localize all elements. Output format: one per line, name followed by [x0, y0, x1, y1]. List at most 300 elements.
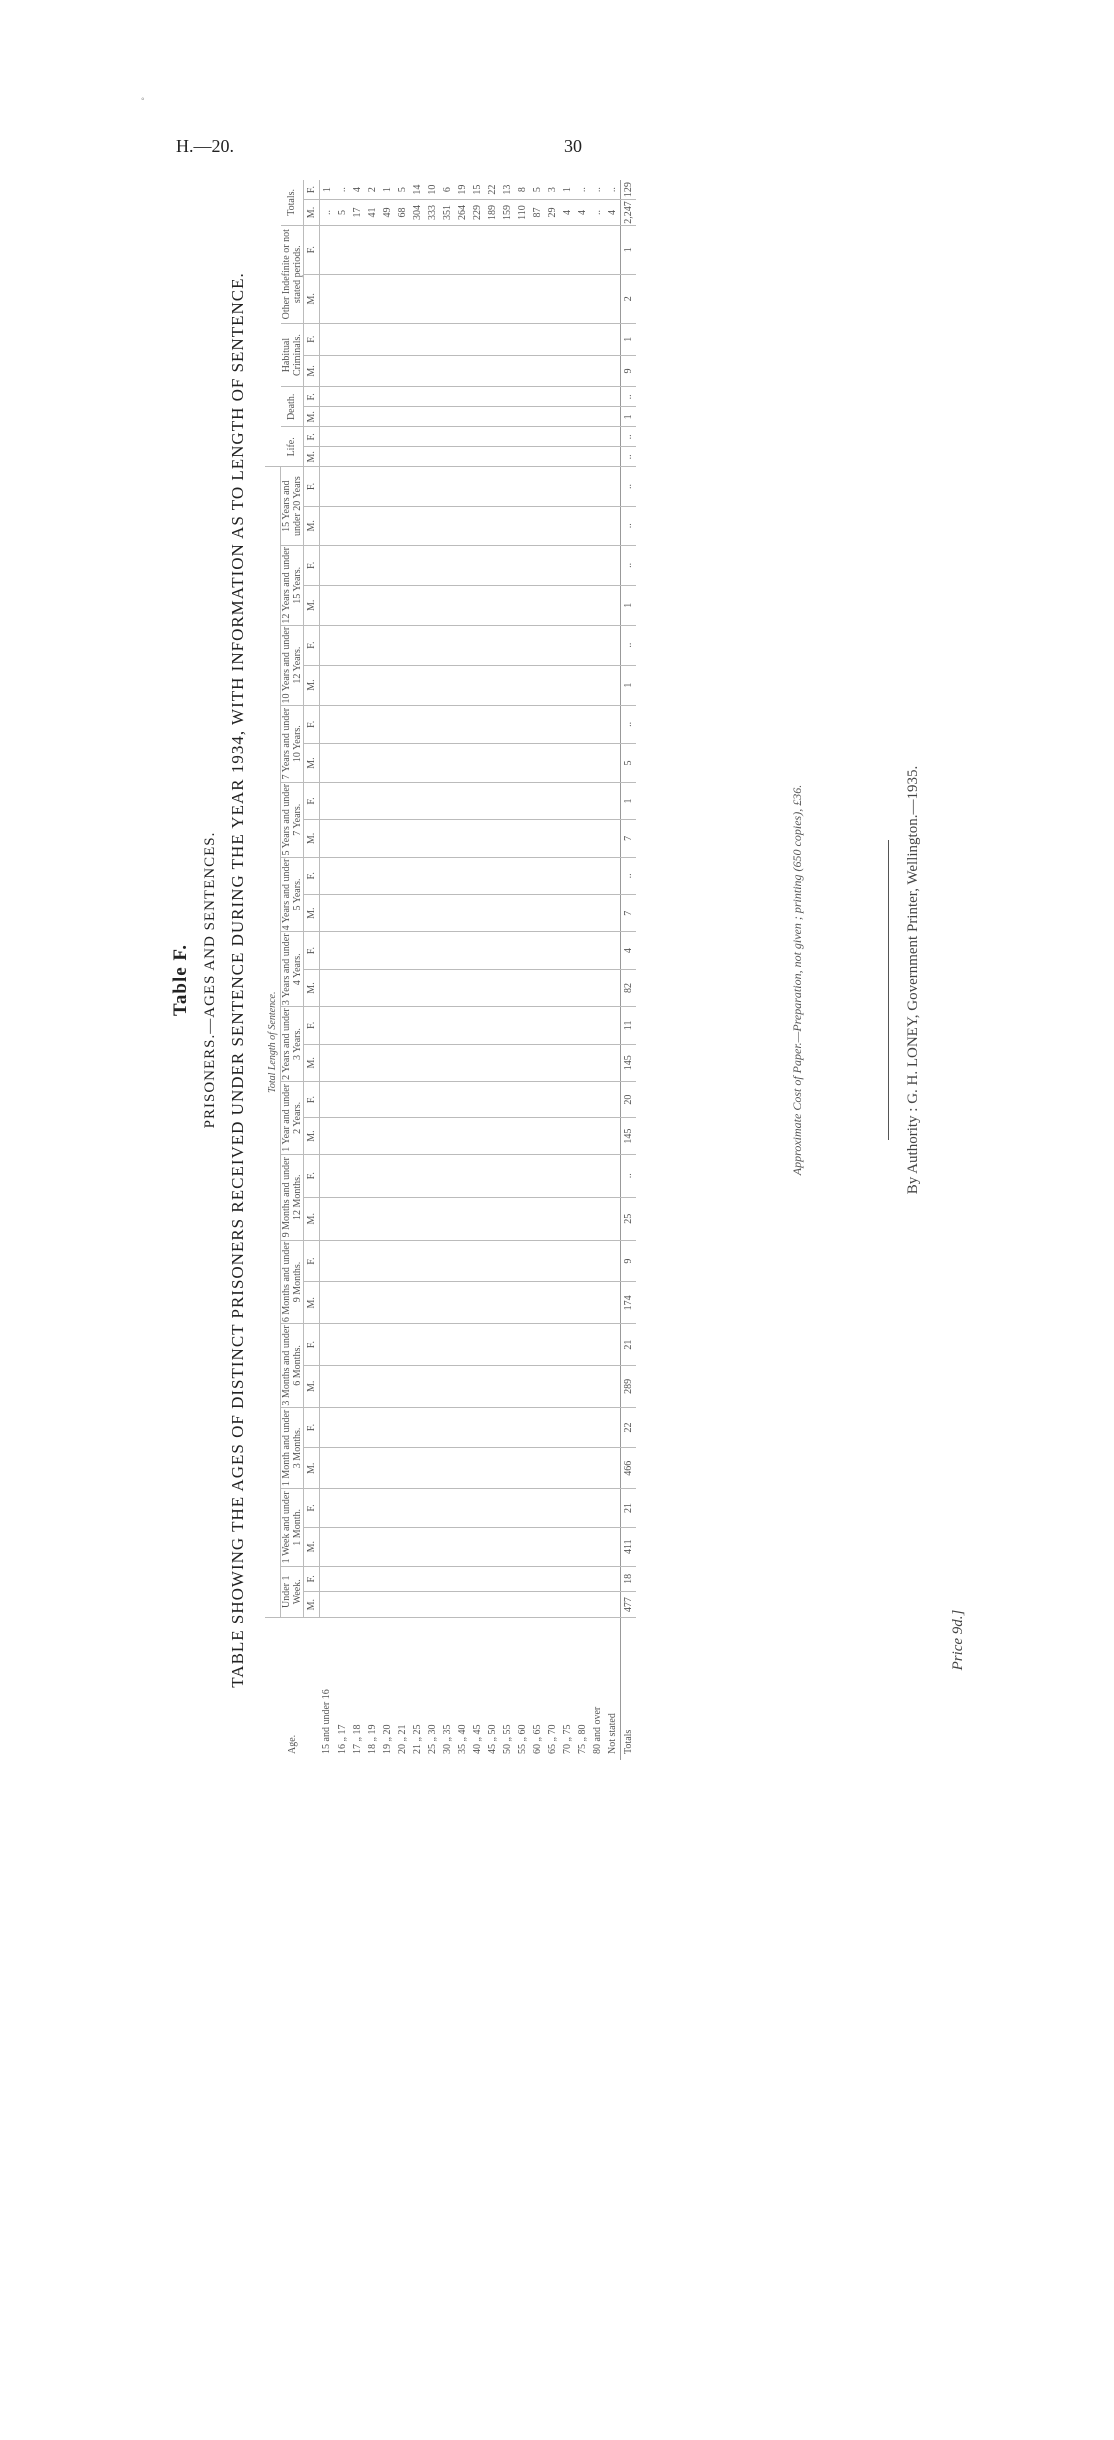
- table-cell: [350, 744, 365, 783]
- table-cell: [455, 1282, 470, 1324]
- table-cell: [350, 1081, 365, 1117]
- female-column-label: F.: [304, 1154, 320, 1197]
- table-cell: [485, 1448, 500, 1489]
- age-label: 21 „ 25: [411, 1724, 423, 1754]
- table-cell: [500, 1197, 515, 1240]
- table-cell: [380, 407, 395, 427]
- table-cell: [380, 744, 395, 783]
- table-cell: [455, 665, 470, 705]
- group-header: Other Indefinite or not stated periods.: [281, 225, 304, 323]
- table-cell: [530, 857, 545, 894]
- table-cell: [455, 705, 470, 744]
- table-cell: [530, 820, 545, 857]
- table-cell: [545, 467, 560, 506]
- total-cell: 22: [621, 1407, 637, 1448]
- table-cell: [530, 1448, 545, 1489]
- table-cell: [590, 1081, 605, 1117]
- table-cell: 264: [455, 200, 470, 226]
- table-cell: [560, 506, 575, 545]
- table-cell: [530, 625, 545, 665]
- table-cell: [440, 1007, 455, 1044]
- table-cell: [380, 625, 395, 665]
- male-column-label: M.: [304, 665, 320, 705]
- table-cell: [380, 1365, 395, 1407]
- table-cell: 110: [515, 200, 530, 226]
- table-cell: [500, 506, 515, 545]
- female-column-label: F.: [304, 225, 320, 274]
- table-cell: [515, 427, 530, 447]
- table-cell: [575, 820, 590, 857]
- table-cell: [425, 1282, 440, 1324]
- table-cell: [605, 1324, 621, 1366]
- table-cell: 333: [425, 200, 440, 226]
- age-label: Not stated: [606, 1713, 618, 1754]
- table-cell: [455, 1365, 470, 1407]
- table-cell: [380, 447, 395, 467]
- table-cell: [320, 467, 336, 506]
- table-cell: [605, 1592, 621, 1618]
- table-cell: [380, 1044, 395, 1081]
- table-cell: [440, 1407, 455, 1448]
- table-cell: [590, 782, 605, 819]
- table-cell: [365, 355, 380, 387]
- table-cell: [365, 932, 380, 969]
- table-cell: [575, 932, 590, 969]
- table-cell: [605, 407, 621, 427]
- table-cell: [425, 932, 440, 969]
- table-cell: [335, 427, 350, 447]
- male-column-label: M.: [304, 969, 320, 1006]
- table-cell: [365, 744, 380, 783]
- page-number: 30: [564, 136, 582, 156]
- table-cell: [395, 1081, 410, 1117]
- group-header: Habitual Criminals.: [281, 323, 304, 387]
- table-cell: 19: [455, 180, 470, 200]
- table-cell: [365, 1240, 380, 1282]
- table-cell: 4: [350, 180, 365, 200]
- table-cell: [530, 545, 545, 585]
- table-cell: [470, 1365, 485, 1407]
- table-cell: [365, 1282, 380, 1324]
- table-cell: 304: [410, 200, 425, 226]
- table-cell: [590, 585, 605, 625]
- table-cell: [470, 744, 485, 783]
- table-cell: [500, 355, 515, 387]
- table-cell: [485, 447, 500, 467]
- table-cell: [320, 1154, 336, 1197]
- table-cell: [545, 447, 560, 467]
- table-cell: [335, 782, 350, 819]
- table-cell: [605, 705, 621, 744]
- table-cell: [545, 820, 560, 857]
- table-cell: [410, 969, 425, 1006]
- table-cell: [500, 744, 515, 783]
- table-cell: [380, 969, 395, 1006]
- table-cell: [410, 387, 425, 407]
- table-cell: [335, 1081, 350, 1117]
- table-cell: [440, 1489, 455, 1528]
- table-cell: [470, 1154, 485, 1197]
- table-cell: [425, 585, 440, 625]
- table-cell: [500, 1527, 515, 1566]
- table-cell: [380, 1592, 395, 1618]
- table-cell: [545, 225, 560, 274]
- table-cell: [485, 545, 500, 585]
- table-cell: [560, 1081, 575, 1117]
- table-cell: [560, 895, 575, 932]
- table-cell: 68: [395, 200, 410, 226]
- table-cell: [410, 355, 425, 387]
- table-cell: [545, 782, 560, 819]
- table-row: [500, 180, 515, 1760]
- table-cell: [560, 1448, 575, 1489]
- table-cell: [485, 323, 500, 355]
- table-cell: [335, 1592, 350, 1618]
- total-cell: ..: [621, 387, 637, 407]
- table-cell: [590, 1365, 605, 1407]
- table-cell: [590, 1118, 605, 1154]
- table-cell: [455, 744, 470, 783]
- table-cell: [560, 355, 575, 387]
- table-cell: [575, 969, 590, 1006]
- table-cell: [320, 1197, 336, 1240]
- table-cell: [515, 1527, 530, 1566]
- table-cell: [575, 744, 590, 783]
- table-cell: [575, 1007, 590, 1044]
- table-cell: [335, 1118, 350, 1154]
- table-cell: ..: [575, 180, 590, 200]
- table-cell: [485, 1365, 500, 1407]
- table-cell: [515, 857, 530, 894]
- table-cell: [560, 1592, 575, 1618]
- table-cell: [470, 782, 485, 819]
- table-cell: [515, 1592, 530, 1618]
- table-cell: [515, 1154, 530, 1197]
- table-cell: [455, 820, 470, 857]
- table-cell: [470, 932, 485, 969]
- table-cell: [590, 1197, 605, 1240]
- table-cell: [455, 969, 470, 1006]
- table-cell: [530, 1592, 545, 1618]
- total-cell: 411: [621, 1527, 637, 1566]
- table-cell: [380, 323, 395, 355]
- table-cell: [575, 585, 590, 625]
- table-cell: [605, 545, 621, 585]
- table-cell: [335, 969, 350, 1006]
- total-cell: 9: [621, 1240, 637, 1282]
- table-cell: [470, 585, 485, 625]
- table-cell: [440, 506, 455, 545]
- table-cell: [500, 895, 515, 932]
- table-cell: [425, 665, 440, 705]
- table-cell: [530, 1527, 545, 1566]
- total-cell: 21: [621, 1324, 637, 1366]
- table-cell: [590, 225, 605, 274]
- male-column-label: M.: [304, 1365, 320, 1407]
- table-cell: [410, 1240, 425, 1282]
- table-cell: [425, 427, 440, 447]
- table-cell: [545, 895, 560, 932]
- male-column-label: M.: [304, 506, 320, 545]
- table-cell: [425, 1489, 440, 1528]
- table-cell: [470, 1448, 485, 1489]
- table-cell: [395, 1566, 410, 1592]
- table-cell: [455, 932, 470, 969]
- table-cell: [335, 1007, 350, 1044]
- table-cell: [560, 705, 575, 744]
- table-cell: 14: [410, 180, 425, 200]
- table-cell: [545, 1365, 560, 1407]
- table-cell: [500, 585, 515, 625]
- table-cell: [350, 1527, 365, 1566]
- age-label: 15 and under 16: [321, 1689, 333, 1754]
- table-cell: [440, 820, 455, 857]
- table-cell: [545, 1282, 560, 1324]
- total-cell: 174: [621, 1282, 637, 1324]
- male-column-label: M.: [304, 744, 320, 783]
- table-cell: [425, 506, 440, 545]
- table-cell: [365, 447, 380, 467]
- total-cell: 145: [621, 1044, 637, 1081]
- table-subtitle: PRISONERS.—AGES AND SENTENCES.: [202, 831, 218, 1129]
- table-cell: [485, 427, 500, 447]
- table-cell: [365, 506, 380, 545]
- table-cell: [545, 744, 560, 783]
- age-label: 45 „ 50: [486, 1724, 498, 1754]
- table-cell: [605, 585, 621, 625]
- table-cell: [365, 782, 380, 819]
- table-cell: [560, 407, 575, 427]
- table-cell: [515, 585, 530, 625]
- table-cell: [395, 506, 410, 545]
- table-cell: [590, 355, 605, 387]
- table-cell: [590, 447, 605, 467]
- table-cell: [545, 323, 560, 355]
- mf-header-row: [304, 180, 320, 1760]
- table-cell: [500, 545, 515, 585]
- table-cell: [515, 323, 530, 355]
- table-cell: [440, 1448, 455, 1489]
- table-cell: [440, 665, 455, 705]
- table-cell: [425, 1566, 440, 1592]
- table-cell: [395, 1365, 410, 1407]
- table-cell: [365, 1044, 380, 1081]
- table-cell: [365, 323, 380, 355]
- table-cell: [500, 225, 515, 274]
- table-cell: [485, 585, 500, 625]
- table-cell: [440, 274, 455, 323]
- table-cell: [395, 1044, 410, 1081]
- table-cell: [500, 1566, 515, 1592]
- table-cell: [365, 467, 380, 506]
- table-cell: [395, 1282, 410, 1324]
- table-cell: [485, 857, 500, 894]
- table-cell: [410, 857, 425, 894]
- female-column-label: F.: [304, 932, 320, 969]
- table-cell: [335, 545, 350, 585]
- table-cell: [440, 1592, 455, 1618]
- table-cell: [515, 1489, 530, 1528]
- table-cell: [365, 427, 380, 447]
- table-cell: [410, 225, 425, 274]
- table-cell: [500, 665, 515, 705]
- table-cell: [365, 1324, 380, 1366]
- table-cell: [395, 782, 410, 819]
- table-cell: [500, 1118, 515, 1154]
- table-cell: [410, 932, 425, 969]
- total-cell: ..: [621, 705, 637, 744]
- table-cell: [380, 387, 395, 407]
- table-cell: [575, 857, 590, 894]
- table-cell: [515, 1044, 530, 1081]
- total-cell: 1: [621, 782, 637, 819]
- table-cell: [530, 1197, 545, 1240]
- table-cell: [320, 744, 336, 783]
- table-cell: [410, 545, 425, 585]
- age-label: 35 „ 40: [456, 1724, 468, 1754]
- table-cell: [320, 407, 336, 427]
- total-cell: 477: [621, 1592, 637, 1618]
- table-cell: [320, 225, 336, 274]
- table-cell: [425, 1154, 440, 1197]
- table-cell: [425, 407, 440, 427]
- female-column-label: F.: [304, 705, 320, 744]
- table-cell: [530, 969, 545, 1006]
- table-cell: [395, 545, 410, 585]
- table-cell: [470, 427, 485, 447]
- table-cell: [485, 506, 500, 545]
- table-cell: [320, 274, 336, 323]
- table-cell: [485, 895, 500, 932]
- table-cell: [515, 705, 530, 744]
- table-cell: [560, 1566, 575, 1592]
- table-cell: [455, 467, 470, 506]
- table-cell: [440, 1282, 455, 1324]
- table-cell: [545, 407, 560, 427]
- table-cell: [425, 625, 440, 665]
- total-cell: 20: [621, 1081, 637, 1117]
- price-note: Price 9d.]: [950, 1609, 966, 1671]
- total-cell: 1: [621, 665, 637, 705]
- group-header: 1 Year and under 2 Years.: [281, 1081, 304, 1154]
- female-column-label: F.: [304, 857, 320, 894]
- total-cell: 1: [621, 585, 637, 625]
- table-cell: [410, 1448, 425, 1489]
- male-column-label: M.: [304, 1527, 320, 1566]
- table-cell: [320, 857, 336, 894]
- table-cell: [365, 665, 380, 705]
- table-cell: [560, 857, 575, 894]
- table-cell: [395, 1592, 410, 1618]
- table-cell: [530, 225, 545, 274]
- table-cell: [485, 1081, 500, 1117]
- male-column-label: M.: [304, 200, 320, 226]
- table-cell: 4: [575, 200, 590, 226]
- table-cell: [605, 1282, 621, 1324]
- table-cell: [515, 506, 530, 545]
- table-cell: [380, 274, 395, 323]
- table-cell: [365, 857, 380, 894]
- table-cell: [320, 545, 336, 585]
- table-cell: [425, 274, 440, 323]
- table-cell: [365, 225, 380, 274]
- table-cell: [365, 625, 380, 665]
- female-column-label: F.: [304, 782, 320, 819]
- age-label: 19 „ 20: [381, 1724, 393, 1754]
- table-cell: 22: [485, 180, 500, 200]
- table-cell: [425, 545, 440, 585]
- table-cell: [350, 820, 365, 857]
- table-cell: [560, 1365, 575, 1407]
- female-column-label: F.: [304, 467, 320, 506]
- table-cell: [590, 1044, 605, 1081]
- table-cell: [335, 1324, 350, 1366]
- table-cell: [560, 1240, 575, 1282]
- female-column-label: F.: [304, 545, 320, 585]
- table-cell: [395, 427, 410, 447]
- table-cell: [440, 1527, 455, 1566]
- table-cell: [395, 665, 410, 705]
- table-cell: [350, 782, 365, 819]
- table-cell: [560, 1324, 575, 1366]
- total-cell: ..: [621, 427, 637, 447]
- table-row: [395, 180, 410, 1760]
- table-cell: [470, 323, 485, 355]
- table-cell: [575, 1527, 590, 1566]
- table-row: [350, 180, 365, 1760]
- table-cell: [380, 1489, 395, 1528]
- table-cell: [455, 1448, 470, 1489]
- table-cell: [350, 387, 365, 407]
- table-cell: [320, 969, 336, 1006]
- table-cell: [470, 274, 485, 323]
- table-row: [590, 180, 605, 1760]
- table-cell: [320, 895, 336, 932]
- table-cell: [380, 1407, 395, 1448]
- table-cell: [425, 323, 440, 355]
- male-column-label: M.: [304, 895, 320, 932]
- table-cell: [425, 744, 440, 783]
- total-cell: 129: [621, 180, 637, 200]
- table-cell: [500, 932, 515, 969]
- table-cell: [425, 1324, 440, 1366]
- table-cell: [515, 1407, 530, 1448]
- table-cell: [470, 225, 485, 274]
- age-label: 75 „ 80: [576, 1724, 588, 1754]
- table-cell: [470, 1324, 485, 1366]
- table-cell: [365, 1365, 380, 1407]
- table-cell: [560, 1197, 575, 1240]
- table-cell: [590, 1407, 605, 1448]
- table-cell: [410, 1407, 425, 1448]
- table-cell: ..: [335, 180, 350, 200]
- table-cell: [380, 1324, 395, 1366]
- table-cell: [440, 355, 455, 387]
- table-cell: [485, 1592, 500, 1618]
- table-cell: [515, 1282, 530, 1324]
- table-cell: [545, 969, 560, 1006]
- group-header: 9 Months and under 12 Months.: [281, 1154, 304, 1240]
- table-row: [440, 180, 455, 1760]
- table-cell: [575, 407, 590, 427]
- table-cell: [320, 427, 336, 447]
- table-cell: [365, 274, 380, 323]
- table-cell: [320, 585, 336, 625]
- table-cell: [440, 932, 455, 969]
- table-cell: [395, 1118, 410, 1154]
- table-cell: [470, 387, 485, 407]
- table-cell: [425, 1007, 440, 1044]
